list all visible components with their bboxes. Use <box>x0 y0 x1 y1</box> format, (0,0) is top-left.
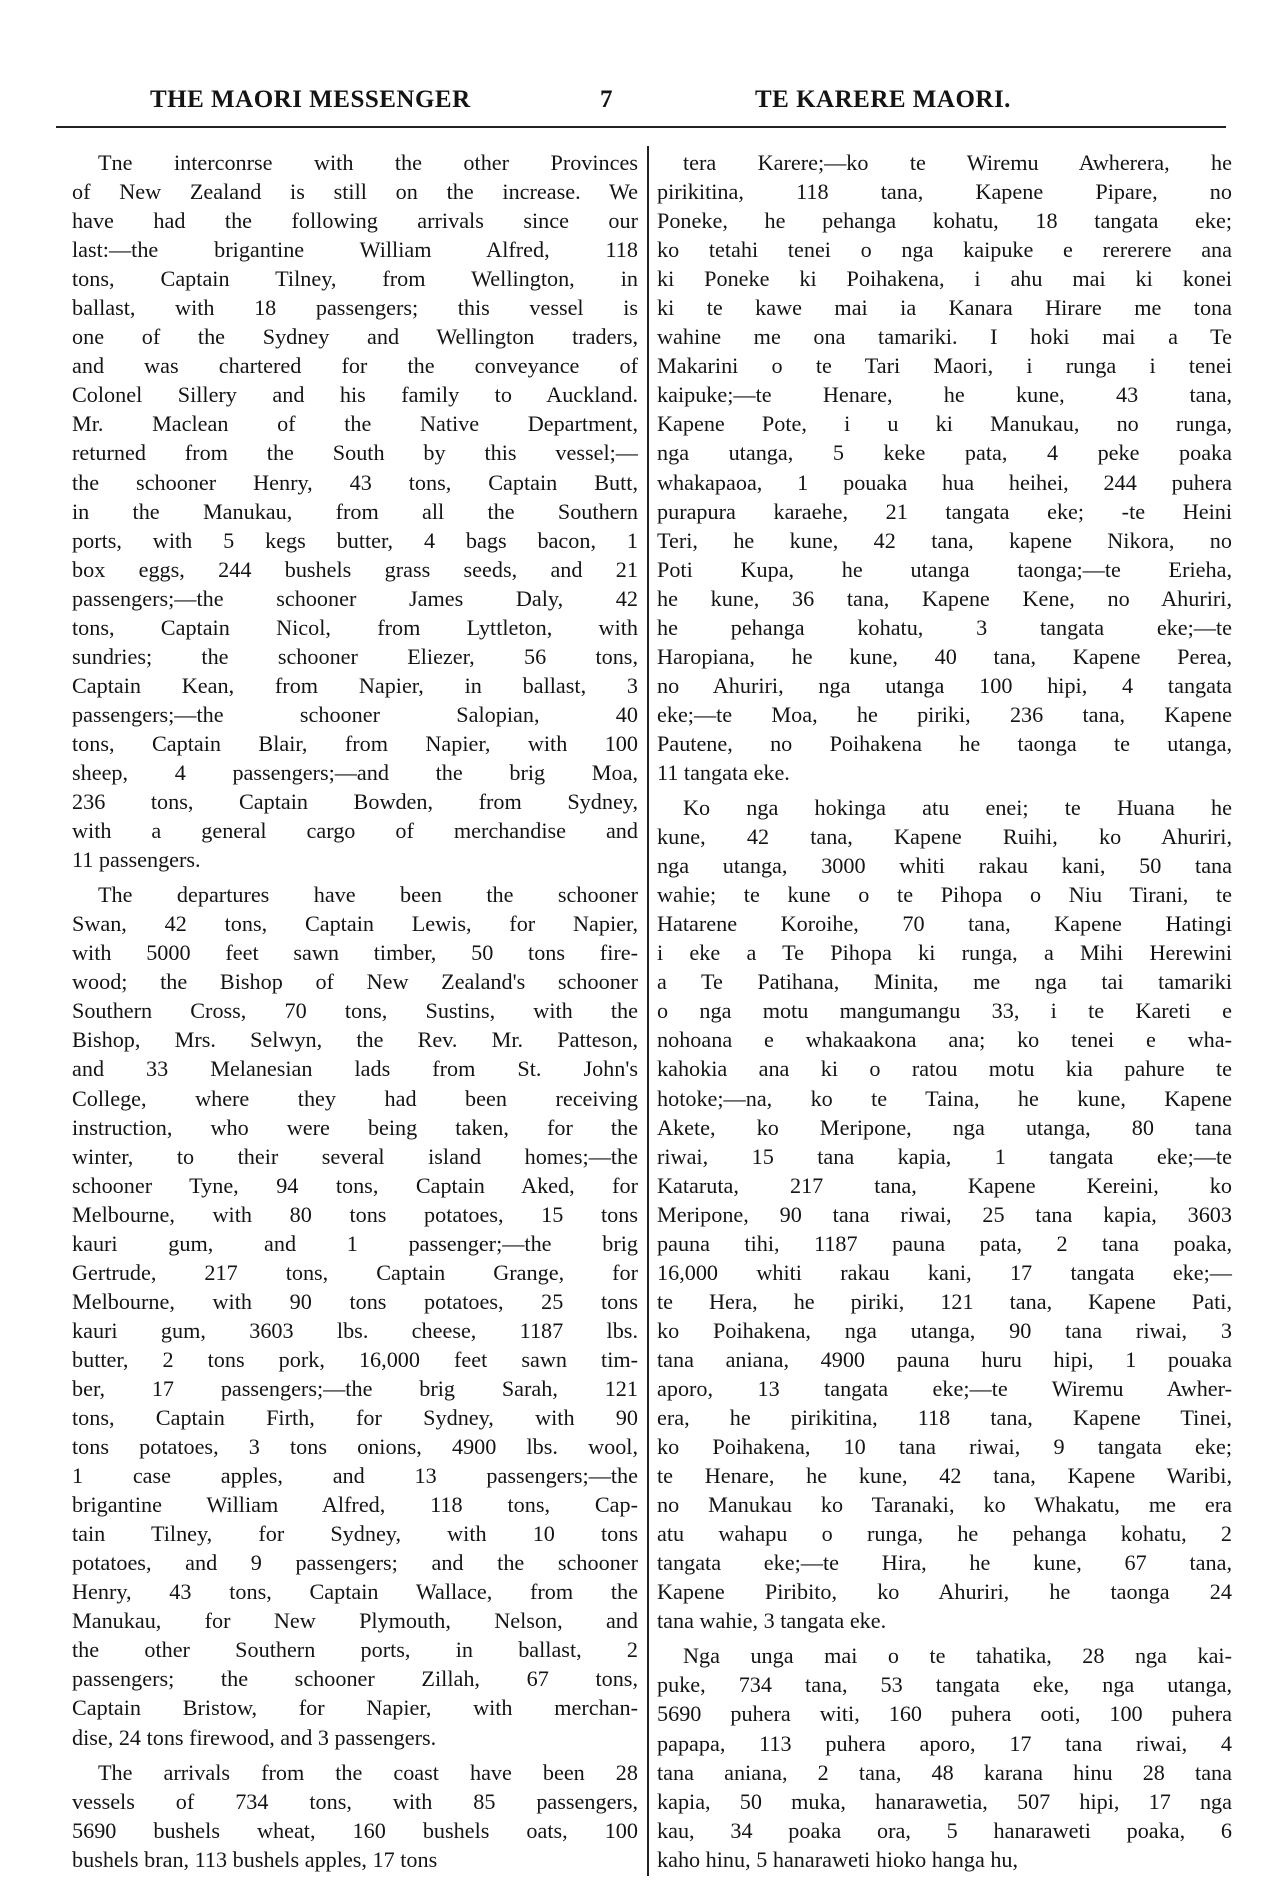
paragraph <box>657 793 1232 1635</box>
text-line: brigantine William Alfred, 118 tons, Cap- <box>72 1492 638 1518</box>
text-line: kaho hinu, 5 hanaraweti hioko hanga hu, <box>657 1846 1019 1872</box>
text-line: purapura karaehe, 21 tangata eke; -te Heini <box>657 498 1232 524</box>
text-line: potatoes, and 9 passengers; and the schooner <box>72 1550 638 1576</box>
text-line: the other Southern ports, in ballast, 2 <box>72 1637 638 1663</box>
text-line: Captain Kean, from Napier, in ballast, 3 <box>72 672 638 698</box>
text-line: ballast, with 18 passengers; this vessel is <box>72 295 638 321</box>
text-line: tangata eke;—te Hira, he kune, 67 tana, <box>657 1550 1232 1576</box>
text-line: tons, Captain Nicol, from Lyttleton, with <box>72 614 638 640</box>
text-line: Meripone, 90 tana riwai, 25 tana kapia, 3603 <box>657 1201 1232 1227</box>
text-line: College, where they had been receiving <box>72 1085 638 1111</box>
left-column-english <box>72 148 638 1880</box>
text-line: no Ahuriri, nga utanga 100 hipi, 4 tangata <box>657 672 1232 698</box>
text-line: wahie; te kune o te Pihopa o Niu Tirani, te <box>657 882 1232 908</box>
text-line: Henry, 43 tons, Captain Wallace, from the <box>72 1579 638 1605</box>
text-line: he pehanga kohatu, 3 tangata eke;—te <box>657 614 1232 640</box>
text-line: Teri, he kune, 42 tana, kapene Nikora, no <box>657 527 1232 553</box>
text-line: a Te Patihana, Minita, me nga tai tamariki <box>657 969 1232 995</box>
text-line: whakapaoa, 1 pouaka hua heihei, 244 puhera <box>657 469 1232 495</box>
text-line: no Manukau ko Taranaki, ko Whakatu, me era <box>657 1492 1232 1518</box>
text-line: The departures have been the schooner <box>98 882 638 908</box>
text-line: papapa, 113 puhera aporo, 17 tana riwai, 4 <box>657 1730 1232 1756</box>
text-line: returned from the South by this vessel;— <box>72 440 638 466</box>
text-line: one of the Sydney and Wellington traders, <box>72 324 638 350</box>
text-line: tana aniana, 4900 pauna huru hipi, 1 pouaka <box>657 1346 1232 1372</box>
text-line: Melbourne, with 90 tons potatoes, 25 tons <box>72 1288 638 1314</box>
text-line: tana wahie, 3 tangata eke. <box>657 1608 887 1634</box>
text-line: tons, Captain Tilney, from Wellington, in <box>72 266 638 292</box>
page-header <box>150 86 1100 120</box>
right-column-maori <box>657 148 1232 1880</box>
text-line: butter, 2 tons pork, 16,000 feet sawn tim- <box>72 1346 638 1372</box>
text-line: dise, 24 tons firewood, and 3 passengers. <box>72 1724 437 1750</box>
paragraph <box>657 148 1232 787</box>
header-title-maori: TE KARERE MAORI. <box>755 86 1011 113</box>
text-line: kauri gum, and 1 passenger;—the brig <box>72 1230 638 1256</box>
text-line: Bishop, Mrs. Selwyn, the Rev. Mr. Patteson, <box>72 1027 638 1053</box>
column-divider <box>647 146 649 1876</box>
text-line: and was chartered for the conveyance of <box>72 353 638 379</box>
text-line: in the Manukau, from all the Southern <box>72 498 638 524</box>
text-line: tons, Captain Firth, for Sydney, with 90 <box>72 1405 638 1431</box>
text-line: Tne interconrse with the other Provinces <box>98 150 638 175</box>
text-line: passengers;—the schooner Salopian, 40 <box>72 701 638 727</box>
text-line: te Henare, he kune, 42 tana, Kapene Waribi, <box>657 1463 1232 1489</box>
text-line: o nga motu mangumangu 33, i te Kareti e <box>657 998 1232 1024</box>
text-line: nga utanga, 3000 whiti rakau kani, 50 tana <box>657 853 1232 879</box>
text-line: Manukau, for New Plymouth, Nelson, and <box>72 1608 638 1634</box>
text-line: kune, 42 tana, Kapene Ruihi, ko Ahuriri, <box>657 824 1232 850</box>
text-line: with 5000 feet sawn timber, 50 tons fire- <box>72 940 638 966</box>
header-title-english: THE MAORI MESSENGER <box>150 86 471 113</box>
text-line: The arrivals from the coast have been 28 <box>98 1759 638 1785</box>
text-line: Colonel Sillery and his family to Auckland. <box>72 382 638 408</box>
text-line: have had the following arrivals since our <box>72 208 638 234</box>
text-line: box eggs, 244 bushels grass seeds, and 21 <box>72 556 638 582</box>
text-line: tons, Captain Blair, from Napier, with 100 <box>72 730 638 756</box>
text-line: Nga unga mai o te tahatika, 28 nga kai- <box>683 1643 1232 1669</box>
text-line: ko Poihakena, nga utanga, 90 tana riwai, 3 <box>657 1317 1232 1343</box>
text-line: last:—the brigantine William Alfred, 118 <box>72 237 638 263</box>
text-line: and 33 Melanesian lads from St. John's <box>72 1056 638 1082</box>
text-line: kau, 34 poaka ora, 5 hanaraweti poaka, 6 <box>657 1817 1232 1843</box>
text-line: Kataruta, 217 tana, Kapene Kereini, ko <box>657 1172 1232 1198</box>
text-line: kahokia ana ki o ratou motu kia pahure te <box>657 1056 1232 1082</box>
text-line: ko tetahi tenei o nga kaipuke e rererere ana <box>657 237 1232 263</box>
text-line: 16,000 whiti rakau kani, 17 tangata eke;— <box>657 1259 1232 1285</box>
text-line: Captain Bristow, for Napier, with merchan- <box>72 1695 638 1721</box>
text-line: ber, 17 passengers;—the brig Sarah, 121 <box>72 1375 638 1401</box>
text-line: te Hera, he piriki, 121 tana, Kapene Pati, <box>657 1288 1232 1314</box>
text-line: Southern Cross, 70 tons, Sustins, with the <box>72 998 638 1024</box>
text-line: hotoke;—na, ko te Taina, he kune, Kapene <box>657 1085 1232 1111</box>
text-line: Kapene Pote, i u ki Manukau, no runga, <box>657 411 1232 437</box>
paragraph <box>72 880 638 1751</box>
paragraph <box>72 1758 638 1874</box>
text-line: Poti Kupa, he utanga taonga;—te Erieha, <box>657 556 1232 582</box>
text-line: tons potatoes, 3 tons onions, 4900 lbs. wool, <box>72 1434 638 1460</box>
text-line: riwai, 15 tana kapia, 1 tangata eke;—te <box>657 1143 1232 1169</box>
text-line: passengers;—the schooner James Daly, 42 <box>72 585 638 611</box>
text-line: sundries; the schooner Eliezer, 56 tons, <box>72 643 638 669</box>
header-rule <box>56 126 1226 128</box>
text-line: aporo, 13 tangata eke;—te Wiremu Awher- <box>657 1375 1232 1401</box>
text-line: 11 tangata eke. <box>657 759 790 785</box>
text-line: kapia, 50 muka, hanarawetia, 507 hipi, 17 nga <box>657 1788 1232 1814</box>
text-line: Swan, 42 tons, Captain Lewis, for Napier, <box>72 911 638 937</box>
text-line: the schooner Henry, 43 tons, Captain Butt, <box>72 469 638 495</box>
text-line: bushels bran, 113 bushels apples, 17 tons <box>72 1846 438 1872</box>
text-line: Gertrude, 217 tons, Captain Grange, for <box>72 1259 638 1285</box>
text-line: instruction, who were being taken, for the <box>72 1114 638 1140</box>
text-line: vessels of 734 tons, with 85 passengers, <box>72 1788 638 1814</box>
text-line: Makarini o te Tari Maori, i runga i tenei <box>657 353 1232 379</box>
text-line: ports, with 5 kegs butter, 4 bags bacon, 1 <box>72 527 638 553</box>
text-line: of New Zealand is still on the increase. We <box>72 179 638 205</box>
text-line: winter, to their several island homes;—the <box>72 1143 638 1169</box>
text-line: sheep, 4 passengers;—and the brig Moa, <box>72 759 638 785</box>
text-line: tana aniana, 2 tana, 48 karana hinu 28 tana <box>657 1759 1232 1785</box>
text-line: Mr. Maclean of the Native Department, <box>72 411 638 437</box>
text-line: pirikitina, 118 tana, Kapene Pipare, no <box>657 179 1232 205</box>
text-line: Haropiana, he kune, 40 tana, Kapene Perea, <box>657 643 1232 669</box>
text-line: 236 tons, Captain Bowden, from Sydney, <box>72 789 638 815</box>
text-line: kauri gum, 3603 lbs. cheese, 1187 lbs. <box>72 1317 638 1343</box>
text-line: puke, 734 tana, 53 tangata eke, nga utanga, <box>657 1672 1232 1698</box>
text-line: pauna tihi, 1187 pauna pata, 2 tana poaka, <box>657 1230 1232 1256</box>
text-line: wood; the Bishop of New Zealand's schooner <box>72 969 638 995</box>
text-line: tera Karere;—ko te Wiremu Awherera, he <box>683 150 1232 175</box>
text-line: eke;—te Moa, he piriki, 236 tana, Kapene <box>657 701 1232 727</box>
text-line: 11 passengers. <box>72 847 201 873</box>
text-line: Kapene Piribito, ko Ahuriri, he taonga 24 <box>657 1579 1232 1605</box>
text-line: kaipuke;—te Henare, he kune, 43 tana, <box>657 382 1232 408</box>
text-line: 5690 puhera witi, 160 puhera ooti, 100 puhera <box>657 1701 1232 1727</box>
text-line: ko Poihakena, 10 tana riwai, 9 tangata eke; <box>657 1434 1232 1460</box>
text-line: Ko nga hokinga atu enei; te Huana he <box>683 795 1232 821</box>
text-line: Akete, ko Meripone, nga utanga, 80 tana <box>657 1114 1232 1140</box>
paragraph <box>72 148 638 874</box>
text-line: Poneke, he pehanga kohatu, 18 tangata eke; <box>657 208 1232 234</box>
text-line: passengers; the schooner Zillah, 67 tons, <box>72 1666 638 1692</box>
text-line: Hatarene Koroihe, 70 tana, Kapene Hatingi <box>657 911 1232 937</box>
text-line: schooner Tyne, 94 tons, Captain Aked, for <box>72 1172 638 1198</box>
text-line: nga utanga, 5 keke pata, 4 peke poaka <box>657 440 1232 466</box>
text-line: ki Poneke ki Poihakena, i ahu mai ki konei <box>657 266 1232 292</box>
text-line: wahine me ona tamariki. I hoki mai a Te <box>657 324 1232 350</box>
text-line: 1 case apples, and 13 passengers;—the <box>72 1463 638 1489</box>
text-line: era, he pirikitina, 118 tana, Kapene Tinei, <box>657 1405 1232 1431</box>
text-line: ki te kawe mai ia Kanara Hirare me tona <box>657 295 1232 321</box>
text-line: he kune, 36 tana, Kapene Kene, no Ahuriri, <box>657 585 1232 611</box>
text-line: with a general cargo of merchandise and <box>72 818 638 844</box>
text-line: 5690 bushels wheat, 160 bushels oats, 100 <box>72 1817 638 1843</box>
text-line: Pautene, no Poihakena he taonga te utanga, <box>657 730 1232 756</box>
text-line: i eke a Te Pihopa ki runga, a Mihi Herewini <box>657 940 1232 966</box>
text-line: Melbourne, with 80 tons potatoes, 15 tons <box>72 1201 638 1227</box>
text-line: atu wahapu o runga, he pehanga kohatu, 2 <box>657 1521 1232 1547</box>
text-line: tain Tilney, for Sydney, with 10 tons <box>72 1521 638 1547</box>
page-number: 7 <box>600 86 613 113</box>
paragraph <box>657 1641 1232 1873</box>
text-line: nohoana e whakaakona ana; ko tenei e wha- <box>657 1027 1232 1053</box>
